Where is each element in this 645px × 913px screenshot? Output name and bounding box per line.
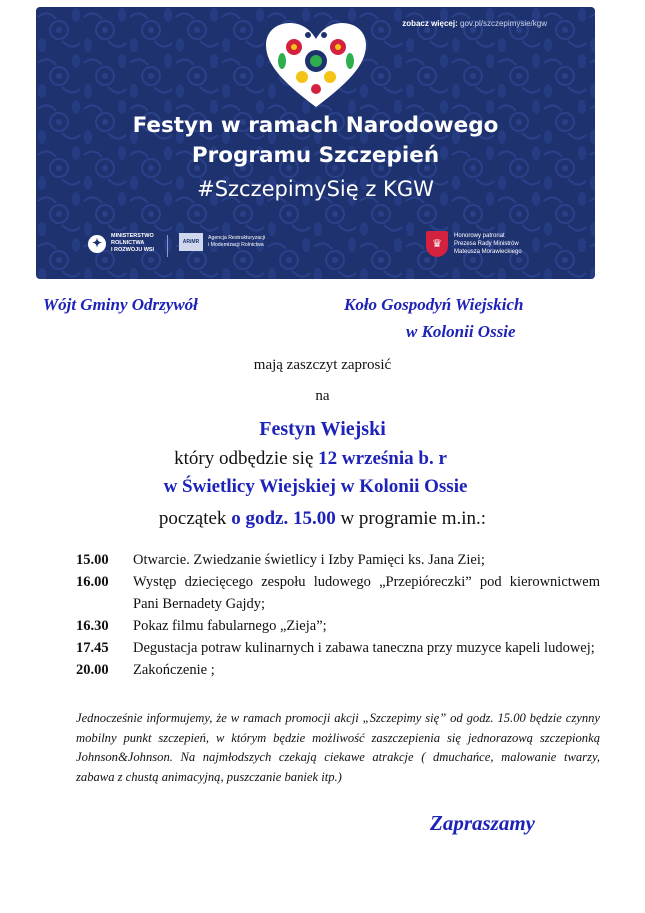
schedule-time: 16.00 <box>76 574 109 590</box>
start-suffix: w programie m.in.: <box>340 508 487 529</box>
logo1-line2: ROLNICTWA <box>111 240 145 246</box>
event-date: 12 września b. r <box>318 448 447 469</box>
patron-line3: Mateusza Morawieckiego <box>454 249 522 255</box>
see-more-url: gov.pl/szczepimysie/kgw <box>460 19 547 28</box>
polish-eagle-icon: ♛ <box>426 231 448 257</box>
logo2-line1: Agencja Restrukturyzacji <box>208 235 266 241</box>
banner-title-line2: Programu Szczepień <box>191 143 440 168</box>
see-more-label: zobacz więcej: <box>402 19 458 28</box>
schedule-time: 20.00 <box>76 662 109 678</box>
closing-text: Zapraszamy <box>430 811 535 835</box>
patron-line1: Honorowy patronat <box>454 233 505 239</box>
banner-hashtag: #SzczepimySię z KGW <box>197 177 434 201</box>
schedule-item <box>76 637 600 659</box>
event-banner <box>36 7 595 279</box>
folk-heart-icon <box>264 21 368 109</box>
date-prefix: który odbędzie się <box>174 448 314 469</box>
schedule-time: 16.30 <box>76 618 109 634</box>
schedule-list <box>76 549 600 681</box>
schedule-item <box>76 571 600 615</box>
start-line <box>0 508 645 530</box>
schedule-item <box>76 659 600 681</box>
schedule-item <box>76 615 600 637</box>
logo-divider <box>167 235 168 257</box>
vaccination-note: Jednocześnie informujemy, że w ramach promocji akcji „Szczepimy się” od godz. 15.00 będzie czynny mobilny punkt szczepień, w którym będzie możliwość zaszczepienia się jednorazową szczepionką Johnson&Johnson. Na najmłodszych czekają ciekawe atrakcje ( dmuchańce, malowanie twarzy, zabawa z chustą animacyjną, puszczanie baniek itp.) <box>76 711 600 784</box>
banner-title-line1: Festyn w ramach Narodowego <box>132 113 499 138</box>
wheat-icon: ✦ <box>88 235 106 253</box>
logo2-line2: i Modernizacji Rolnictwa <box>208 242 264 248</box>
logo1-line3: I ROZWOJU WSI <box>111 247 155 253</box>
schedule-desc: Degustacja potraw kulinarnych i zabawa taneczna przy muzyce kapeli ludowej; <box>133 640 595 656</box>
start-prefix: początek <box>158 508 227 529</box>
schedule-desc: Występ dziecięcego zespołu ludowego „Przepióreczki” pod kierownictwem Pani Bernadety Gajdy; <box>133 574 600 612</box>
arimr-icon: ARiMR <box>179 233 203 251</box>
event-date-line <box>0 448 645 470</box>
see-more-link[interactable] <box>402 19 547 28</box>
banner-title <box>36 111 595 171</box>
arimr-logo <box>179 233 265 251</box>
organizer-right-line1: Koło Gospodyń Wiejskich <box>344 295 524 314</box>
schedule-time: 15.00 <box>76 552 109 568</box>
patron-line2: Prezesa Rady Ministrów <box>454 241 519 247</box>
logo1-line1: MINISTERSTWO <box>111 233 154 239</box>
schedule-desc: Pokaz filmu fabularnego „Zieja”; <box>133 618 327 634</box>
schedule-desc: Zakończenie ; <box>133 662 215 678</box>
honorary-patronage <box>426 231 522 257</box>
invite-line1: mają zaszczyt zaprosić <box>253 357 392 373</box>
organizer-left: Wójt Gminy Odrzywół <box>43 295 198 314</box>
banner-logos <box>36 229 595 269</box>
event-name: Festyn Wiejski <box>259 418 386 440</box>
start-time: o godz. 15.00 <box>231 508 336 529</box>
schedule-item <box>76 549 600 571</box>
invite-line2: na <box>315 388 330 404</box>
event-place: w Świetlicy Wiejskiej w Kolonii Ossie <box>163 476 468 497</box>
organizer-right-line2: w Kolonii Ossie <box>406 322 516 341</box>
ministry-agriculture-logo <box>88 233 154 254</box>
schedule-time: 17.45 <box>76 640 109 656</box>
schedule-desc: Otwarcie. Zwiedzanie świetlicy i Izby Pamięci ks. Jana Ziei; <box>133 552 485 568</box>
